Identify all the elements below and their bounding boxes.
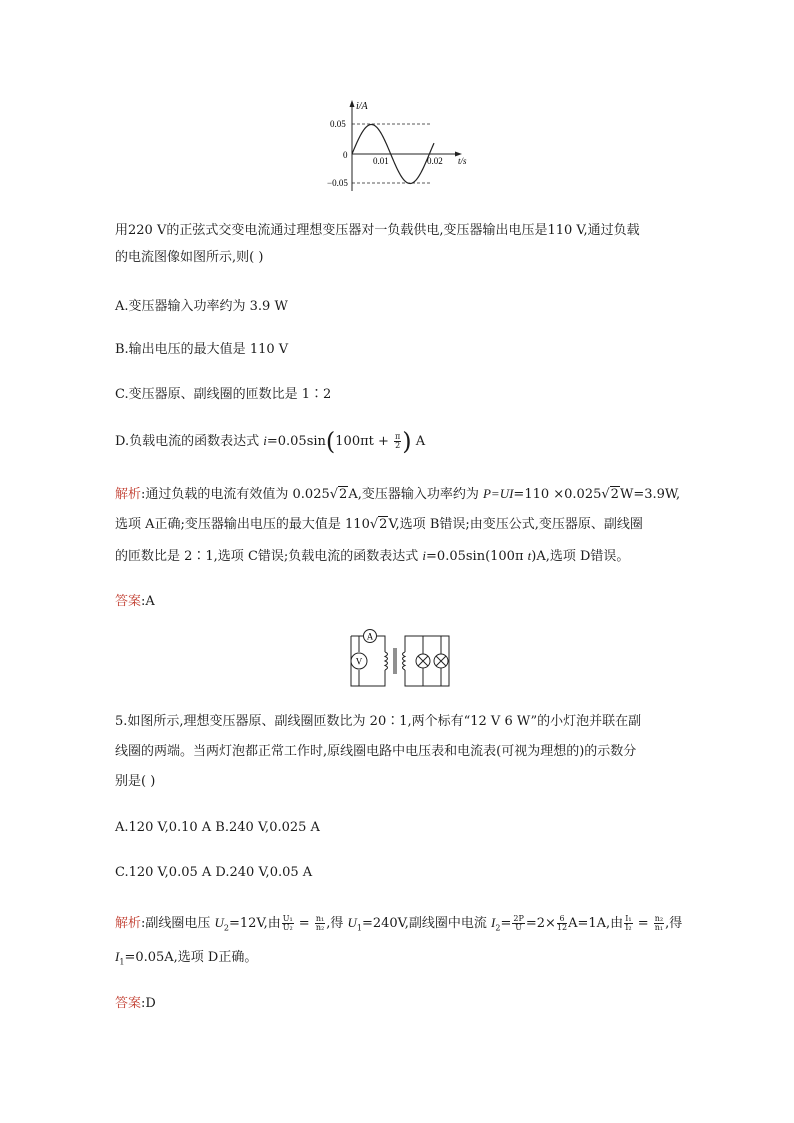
lamp-2-cross: [436, 656, 446, 666]
q4-stem-line2: 的电流图像如图所示,则( ): [115, 250, 264, 265]
lamp-branch: [423, 636, 441, 686]
y-axis-arrow: [350, 100, 355, 107]
lamp-1-cross: [418, 656, 428, 666]
y-axis-label: i/A: [356, 101, 368, 112]
q4-option-d: D.负载电流的函数表达式 i=0.05sin(100πt + $\frac{\pi}{2}$ ) A: [115, 427, 426, 456]
q4-stem-line1: 用220 V的正弦式交变电流通过理想变压器对一负载供电,变压器输出电压是110 V,通过负载: [115, 223, 640, 238]
q4-analysis-line2: 选项 A正确;变压器输出电压的最大值是 110√2V,选项 B错误;由变压公式,变压器原、副线圈: [115, 517, 643, 532]
y-tick-bottom: −0.05: [327, 178, 348, 188]
transformer-circuit: [345, 626, 455, 692]
analysis-label: 解析: [115, 487, 142, 502]
q5-analysis-line2: $I_1=0.05A$,选项 D正确。: [115, 949, 258, 967]
x-tick-1: 0.01: [373, 156, 389, 166]
q4-option-b: B.输出电压的最大值是 110 V: [115, 342, 289, 357]
q5-answer: 答案:D: [115, 996, 156, 1011]
secondary-wire: [405, 636, 449, 686]
secondary-coil: [403, 652, 406, 670]
y-tick-zero: 0: [343, 150, 348, 160]
primary-coil: [385, 652, 388, 670]
q4-analysis-line3: 的匝数比是 2∶1,选项 C错误;负载电流的函数表达式 i=0.05sin(100π t)A,选项 D错误。: [115, 548, 630, 564]
q5-options-cd: C.120 V,0.05 A D.240 V,0.05 A: [115, 865, 313, 880]
q4-option-c: C.变压器原、副线圈的匝数比是 1∶2: [115, 387, 332, 402]
q4-analysis-line1: 解析:通过负载的电流有效值为 0.025√2A,变压器输入功率约为 P=UI=110 ×0.025√2W=3.9W,: [115, 486, 681, 502]
voltmeter-label: V: [355, 656, 363, 667]
q5-analysis-line1: 解析:副线圈电压 $U_2=12V$,由 $\frac{\text{U₁}}{\text{U₂}}$ = $\frac{\text{n₁}}{\text{n₂}}$ ,得 $U_1=240V$,副线圈中电流 $I_2=$ $\frac{2P}{U}$ =2× $\frac{6}{12}$ A=1A,由 $\frac{\text{I₁}}{\text{I₂}}$ = $\frac{\text{n₂}}{\text{n₁}}$ ,得: [115, 914, 683, 933]
x-axis-label: t/s: [458, 156, 467, 166]
y-tick-top: 0.05: [330, 119, 346, 129]
answer-label-2: 答案: [115, 996, 142, 1011]
q5-options-ab: A.120 V,0.10 A B.240 V,0.025 A: [115, 820, 320, 835]
q4-answer: 答案:A: [115, 594, 155, 609]
q4-option-a: A.变压器输入功率约为 3.9 W: [115, 299, 288, 314]
current-time-graph: [327, 96, 480, 196]
x-tick-2: 0.02: [427, 156, 443, 166]
analysis-label-2: 解析: [115, 916, 142, 931]
ammeter-label: A: [366, 631, 374, 642]
answer-label: 答案: [115, 594, 142, 609]
q5-stem-line1: 5.如图所示,理想变压器原、副线圈匝数比为 20∶1,两个标有“12 V 6 W”的小灯泡并联在副: [115, 714, 642, 729]
q5-stem-line2: 线圈的两端。当两灯泡都正常工作时,原线圈电路中电压表和电流表(可视为理想的)的示数分: [115, 744, 637, 759]
q5-stem-line3: 别是( ): [115, 774, 156, 789]
